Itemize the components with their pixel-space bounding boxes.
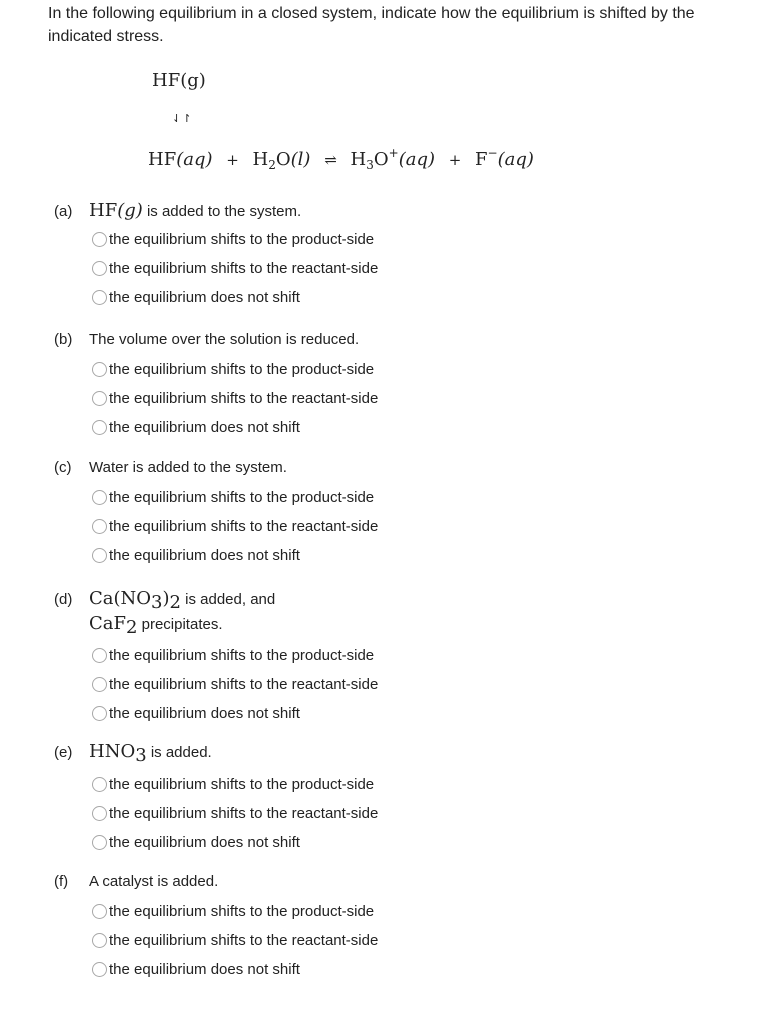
radio-button[interactable] [92, 962, 107, 977]
question-a [54, 200, 378, 312]
gas-species [152, 70, 206, 91]
subscript: 3 [366, 158, 374, 172]
radio-button[interactable] [92, 420, 107, 435]
option-product-side[interactable] [92, 483, 378, 512]
option-no-shift[interactable] [92, 955, 378, 984]
subscript: 3 [135, 745, 147, 766]
equilibrium-equation [148, 146, 534, 172]
vertical-equilibrium-arrows-icon: ⇃↾ [172, 113, 193, 125]
question-letter: (a) [54, 203, 73, 220]
option-reactant-side[interactable] [92, 384, 378, 413]
reactant-water: H [252, 149, 269, 170]
question-text: is added. [150, 744, 212, 761]
radio-button[interactable] [92, 548, 107, 563]
option-label: the equilibrium shifts to the product-side [109, 361, 375, 378]
radio-button[interactable] [92, 490, 107, 505]
equilibrium-arrow-icon: ⇌ [324, 151, 337, 169]
product-hydronium: H [350, 149, 367, 170]
option-label: the equilibrium shifts to the reactant-side [109, 805, 379, 822]
option-product-side[interactable] [92, 225, 378, 254]
option-product-side[interactable] [92, 897, 378, 926]
radio-button[interactable] [92, 933, 107, 948]
question-text: is added to the system. [146, 203, 302, 220]
option-reactant-side[interactable] [92, 799, 378, 828]
option-label: the equilibrium does not shift [109, 834, 300, 851]
option-label: the equilibrium does not shift [109, 547, 300, 564]
option-label: the equilibrium shifts to the product-side [109, 776, 375, 793]
product-hydronium-rest: O [373, 149, 389, 170]
subscript: 2 [126, 617, 138, 638]
option-label: the equilibrium does not shift [109, 289, 300, 306]
radio-button[interactable] [92, 362, 107, 377]
plus-sign: + [448, 151, 462, 169]
option-reactant-side[interactable] [92, 254, 378, 283]
question-e [54, 741, 378, 857]
radio-button[interactable] [92, 777, 107, 792]
option-reactant-side[interactable] [92, 512, 378, 541]
option-label: the equilibrium does not shift [109, 961, 300, 978]
question-letter: (f) [54, 873, 69, 890]
question-text: Water is added to the system. [89, 459, 287, 476]
option-label: the equilibrium shifts to the product-side [109, 489, 375, 506]
option-reactant-side[interactable] [92, 670, 378, 699]
chem-formula: CaF [89, 613, 126, 634]
reactant-water-state: (l) [290, 149, 311, 170]
option-label: the equilibrium shifts to the reactant-side [109, 260, 379, 277]
option-label: the equilibrium shifts to the reactant-side [109, 518, 379, 535]
option-reactant-side[interactable] [92, 926, 378, 955]
option-label: the equilibrium shifts to the reactant-side [109, 390, 379, 407]
radio-button[interactable] [92, 391, 107, 406]
option-no-shift[interactable] [92, 283, 378, 312]
chem-formula-part: ) [162, 588, 170, 609]
reactant-hf-state: (aq) [176, 149, 213, 170]
option-product-side[interactable] [92, 355, 378, 384]
question-d [54, 588, 378, 728]
question-text: The volume over the solution is reduced. [89, 331, 360, 348]
charge: + [388, 146, 399, 160]
question-letter: (d) [54, 591, 73, 608]
question-text: A catalyst is added. [89, 873, 219, 890]
radio-button[interactable] [92, 835, 107, 850]
option-label: the equilibrium shifts to the reactant-side [109, 932, 379, 949]
subscript: 2 [268, 158, 276, 172]
question-c [54, 459, 378, 570]
option-product-side[interactable] [92, 641, 378, 670]
question-letter: (e) [54, 744, 73, 761]
chem-formula: HF [89, 200, 118, 221]
option-no-shift[interactable] [92, 828, 378, 857]
question-text: precipitates. [141, 616, 223, 633]
product-fluoride: F [475, 149, 488, 170]
subscript: 2 [169, 592, 181, 613]
plus-sign: + [226, 151, 239, 169]
option-no-shift[interactable] [92, 541, 378, 570]
radio-button[interactable] [92, 261, 107, 276]
radio-button[interactable] [92, 519, 107, 534]
option-label: the equilibrium shifts to the product-side [109, 647, 375, 664]
radio-button[interactable] [92, 706, 107, 721]
product-hydronium-state: (aq) [398, 149, 435, 170]
radio-button[interactable] [92, 677, 107, 692]
question-letter: (b) [54, 331, 73, 348]
radio-button[interactable] [92, 904, 107, 919]
option-no-shift[interactable] [92, 413, 378, 442]
question-f [54, 873, 378, 984]
option-label: the equilibrium shifts to the reactant-side [109, 676, 379, 693]
subscript: 3 [151, 592, 163, 613]
option-no-shift[interactable] [92, 699, 378, 728]
reactant-water-rest: O [275, 149, 291, 170]
product-fluoride-state: (aq) [497, 149, 534, 170]
question-b [54, 331, 378, 442]
radio-button[interactable] [92, 232, 107, 247]
radio-button[interactable] [92, 648, 107, 663]
reactant-hf: HF [148, 149, 177, 170]
radio-button[interactable] [92, 290, 107, 305]
gas-state: (g) [180, 70, 206, 91]
question-letter: (c) [54, 459, 72, 476]
option-label: the equilibrium shifts to the product-side [109, 231, 375, 248]
chem-state: (g) [117, 200, 143, 221]
charge: − [487, 146, 498, 160]
option-label: the equilibrium does not shift [109, 705, 300, 722]
chem-formula: HNO [89, 741, 136, 762]
question-intro: In the following equilibrium in a closed system, indicate how the equilibrium is shifted by the indicated stress. [48, 5, 695, 45]
option-label: the equilibrium does not shift [109, 419, 300, 436]
option-label: the equilibrium shifts to the product-side [109, 903, 375, 920]
option-product-side[interactable] [92, 770, 378, 799]
gas-formula: HF [152, 70, 181, 91]
radio-button[interactable] [92, 806, 107, 821]
question-text: is added, and [185, 591, 276, 608]
chem-formula: Ca(NO [89, 588, 152, 609]
